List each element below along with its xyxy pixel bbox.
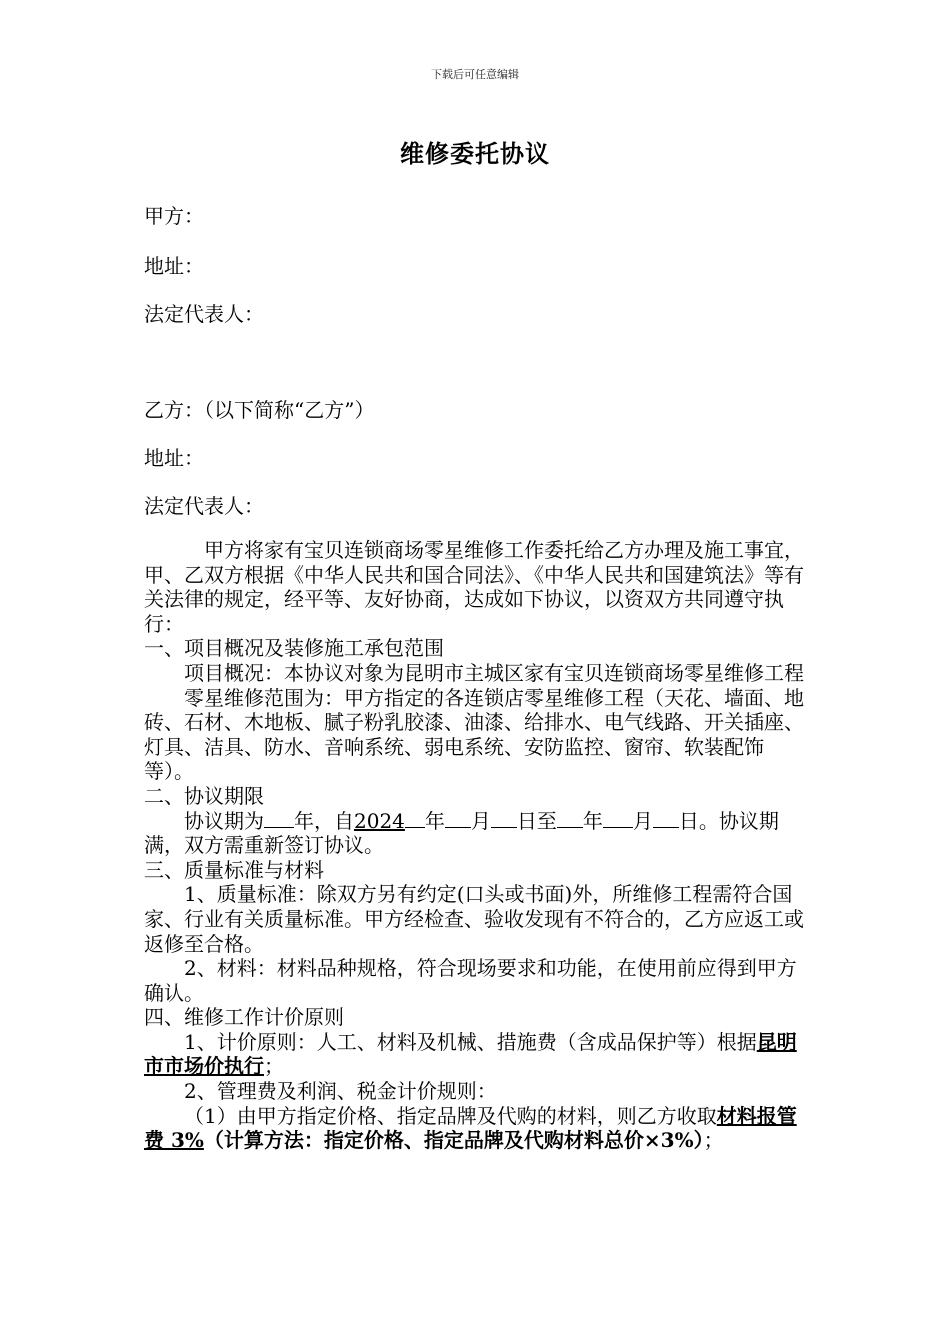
party-a-rep: 法定代表人：: [144, 302, 264, 326]
start-day-blank: [491, 809, 517, 828]
years-blank: [264, 809, 294, 828]
market-price-term: 昆明市市场价执行: [144, 1029, 797, 1079]
section-1-heading: 一、项目概况及装修施工承包范围: [144, 636, 444, 661]
fee-calculation: （计算方法：指定价格、指定品牌及代购材料总价×3%）: [203, 1128, 704, 1153]
quality-standard: 1、质量标准：除双方另有约定(口头或书面)外，所维修工程需符合国家、行业有关质量标准。甲方经检查、验收发现有不符合的，乙方应返工或返修至合格。: [144, 882, 804, 956]
party-b-rep: 法定代表人：: [144, 494, 264, 518]
repair-scope: 零星维修范围为：甲方指定的各连锁店零星维修工程（天花、墙面、地砖、石材、木地板、腻子粉乳胶漆、油漆、给排水、电气线路、开关插座、灯具、洁具、防水、音响系统、弱电系统、安防监控、窗帘、软装配饰等）。: [144, 685, 804, 784]
fee-rule-1: （1）由甲方指定价格、指定品牌及代购的材料，则乙方收取材料报管费 3%（计算方法：指定价格、指定品牌及代购材料总价×3%）；: [144, 1103, 797, 1153]
preamble-paragraph: 甲方将家有宝贝连锁商场零星维修工作委托给乙方办理及施工事宜，甲、乙双方根据《中华人民共和国合同法》、《中华人民共和国建筑法》等有关法律的规定，经平等、友好协商，达成如下协议，以资双方共同遵守执行：: [144, 538, 804, 636]
agreement-body: [144, 538, 809, 1153]
page-title: 维修委托协议: [400, 139, 550, 168]
party-b-address: 地址：: [144, 446, 204, 470]
party-b-label: 乙方：（以下简称“乙方”）: [144, 398, 375, 422]
fee-rules: 2、管理费及利润、税金计价规则：: [184, 1079, 497, 1104]
end-month-blank: [603, 809, 633, 828]
material-fee-term: 材料报管费 3%: [144, 1103, 797, 1153]
header-note: 下载后可任意编辑: [431, 68, 519, 81]
start-month-blank: [445, 809, 471, 828]
section-2-heading: 二、协议期限: [144, 783, 264, 808]
pricing-principle: 1、计价原则：人工、材料及机械、措施费（含成品保护等）根据昆明市市场价执行；: [144, 1029, 797, 1079]
end-day-blank: [653, 809, 679, 828]
section-4-heading: 四、维修工作计价原则: [144, 1005, 344, 1030]
materials-clause: 2、材料：材料品种规格，符合现场要求和功能，在使用前应得到甲方确认。: [144, 956, 797, 1005]
party-a-label: 甲方：: [144, 204, 204, 228]
term-paragraph: 协议期为 年，自2024 年 月 日至 年 月 日。协议期满，双方需重新签订协议。: [144, 808, 779, 858]
end-year-blank: [557, 809, 583, 828]
start-year: 2024: [354, 808, 405, 833]
section-3-heading: 三、质量标准与材料: [144, 857, 324, 882]
party-a-address: 地址：: [144, 254, 204, 278]
project-overview: 项目概况：本协议对象为昆明市主城区家有宝贝连锁商场零星维修工程: [184, 660, 804, 685]
